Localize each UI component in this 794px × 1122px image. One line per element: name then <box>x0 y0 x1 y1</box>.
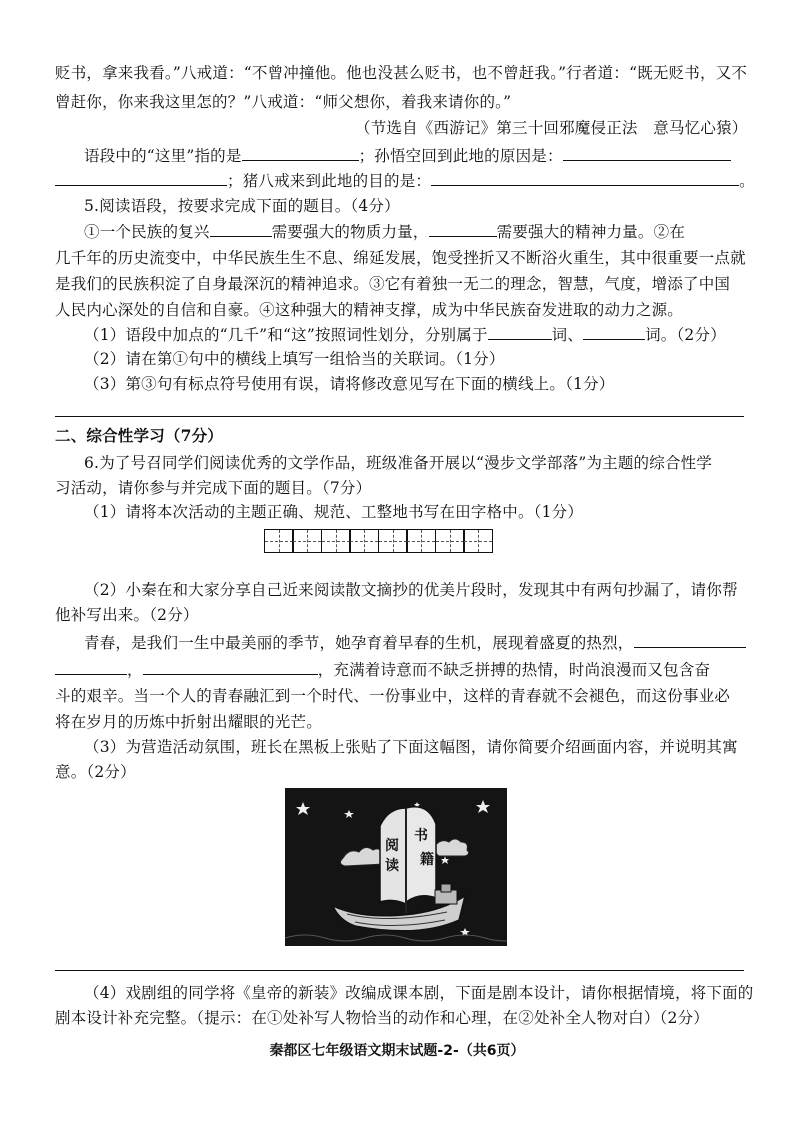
question-line: 他补写出来。（2分） <box>55 606 199 624</box>
answer-blank[interactable] <box>634 632 746 648</box>
question-line: （3）第③句有标点符号使用有误，请将修改意见写在下面的横线上。（1分） <box>84 375 615 393</box>
grid-cell[interactable] <box>349 529 379 553</box>
passage-line: 人民内心深处的自信和自豪。④这种强大的精神支撑，成为中华民族奋发进取的动力之源。 <box>55 301 684 319</box>
grid-cell[interactable] <box>378 529 408 553</box>
question-line <box>55 170 755 191</box>
section-heading: 二、综合性学习（7分） <box>55 426 223 445</box>
passage-line: 斗的艰辛。当一个人的青春融汇到一个时代、一份事业中，这样的青春就不会褪色，而这份事业必 <box>55 687 731 705</box>
passage-text: 需要强大的精神力量。②在 <box>496 223 686 241</box>
question-6-line: 6.为了号召同学们阅读优秀的文学作品，班级准备开展以“漫步文学部落”为主题的综合性学 <box>84 454 713 472</box>
text-line: 贬书，拿来我看。”八戒道：“不曾冲撞他。他也没甚么贬书，也不曾赶我。”行者道：“既无贬书，又不 <box>55 64 748 82</box>
reading-ship-illustration <box>285 788 507 946</box>
question-text: （1）语段中加点的“几千”和“这”按照词性划分，分别属于 <box>84 326 488 344</box>
answer-blank[interactable] <box>242 145 359 161</box>
answer-blank[interactable] <box>143 659 318 675</box>
question-text: 语段中的“这里”指的是 <box>84 147 242 165</box>
question-line: （3）为营造活动氛围，班长在黑板上张贴了下面这幅图，请你简要介绍画面内容，并说明其寓 <box>84 738 738 756</box>
answer-line[interactable] <box>55 416 744 417</box>
passage-line: 几千年的历史流变中，中华民族生生不息、绵延发展，饱受挫折又不断浴火重生，其中很重要一点就 <box>55 249 746 267</box>
source-citation: （节选自《西游记》第三十回邪魔侵正法 意马忆心猿） <box>355 119 748 137</box>
question-line: （4）戏剧组的同学将《皇帝的新装》改编成课本剧，下面是剧本设计，请你根据情境，将下面的 <box>84 984 754 1002</box>
question-text: ；孙悟空回到此地的原因是： <box>358 147 563 165</box>
page-footer: 秦都区七年级语文期末试题-2-（共6页） <box>269 1043 525 1059</box>
question-line: （2）请在第①句中的横线上填写一组恰当的关联词。（1分） <box>84 350 505 368</box>
answer-blank[interactable] <box>431 170 739 186</box>
passage-text: ， <box>127 661 143 679</box>
answer-blank[interactable] <box>55 170 227 186</box>
grid-cell[interactable] <box>264 529 294 553</box>
question-text: 词。（2分） <box>645 326 726 344</box>
question-6-line: 习活动，请你参与并完成下面的题目。（7分） <box>55 479 372 497</box>
grid-cell[interactable] <box>435 529 465 553</box>
sail-label-left: 阅读 <box>385 838 399 874</box>
answer-blank[interactable] <box>583 324 645 340</box>
question-5-title: 5.阅读语段，按要求完成下面的题目。（4分） <box>84 197 400 215</box>
answer-blank[interactable] <box>210 221 272 237</box>
question-line <box>55 324 744 345</box>
grid-cell[interactable] <box>406 529 436 553</box>
answer-blank[interactable] <box>429 221 497 237</box>
tianzige-grid <box>265 529 493 553</box>
answer-blank[interactable] <box>488 324 552 340</box>
question-text: ；猪八戒来到此地的目的是： <box>227 172 432 190</box>
passage-line: 是我们的民族积淀了自身最深沉的精神追求。③它有着独一无二的理念，智慧，气度，增添了中国 <box>55 275 731 293</box>
passage-text: 需要强大的物质力量， <box>271 223 429 241</box>
answer-blank[interactable] <box>563 145 731 161</box>
question-line: （1）请将本次活动的主题正确、规范、工整地书写在田字格中。（1分） <box>84 503 584 521</box>
answer-line[interactable] <box>55 970 744 971</box>
passage-line <box>55 659 744 680</box>
punctuation: 。 <box>739 172 755 190</box>
question-line <box>55 145 744 166</box>
question-line: 剧本设计补充完整。（提示：在①处补写人物恰当的动作和心理，在②处补全人物对白）（2分） <box>55 1009 709 1027</box>
passage-line <box>55 632 744 653</box>
ship-drawing <box>285 788 507 946</box>
question-line: 意。（2分） <box>55 763 136 781</box>
grid-cell[interactable] <box>463 529 493 553</box>
passage-line: 将在岁月的历炼中折射出耀眼的光芒。 <box>55 713 322 731</box>
grid-cell[interactable] <box>321 529 351 553</box>
passage-text: ，充满着诗意而不缺乏拼搏的热情，时尚浪漫而又包含奋 <box>317 661 711 679</box>
question-text: 词、 <box>551 326 584 344</box>
text-line: 曾赶你，你来我这里怎的？”八戒道：“师父想你，着我来请你的。” <box>55 93 512 111</box>
passage-text: 青春，是我们一生中最美丽的季节，她孕育着早春的生机，展现着盛夏的热烈， <box>84 634 634 652</box>
answer-blank[interactable] <box>55 659 127 675</box>
sail-label-right: 书籍 <box>414 828 434 868</box>
question-line: （2）小秦在和大家分享自己近来阅读散文摘抄的优美片段时，发现其中有两句抄漏了，请你帮 <box>84 581 738 599</box>
passage-line <box>55 221 744 242</box>
grid-cell[interactable] <box>292 529 322 553</box>
passage-text: ①一个民族的复兴 <box>84 223 210 241</box>
